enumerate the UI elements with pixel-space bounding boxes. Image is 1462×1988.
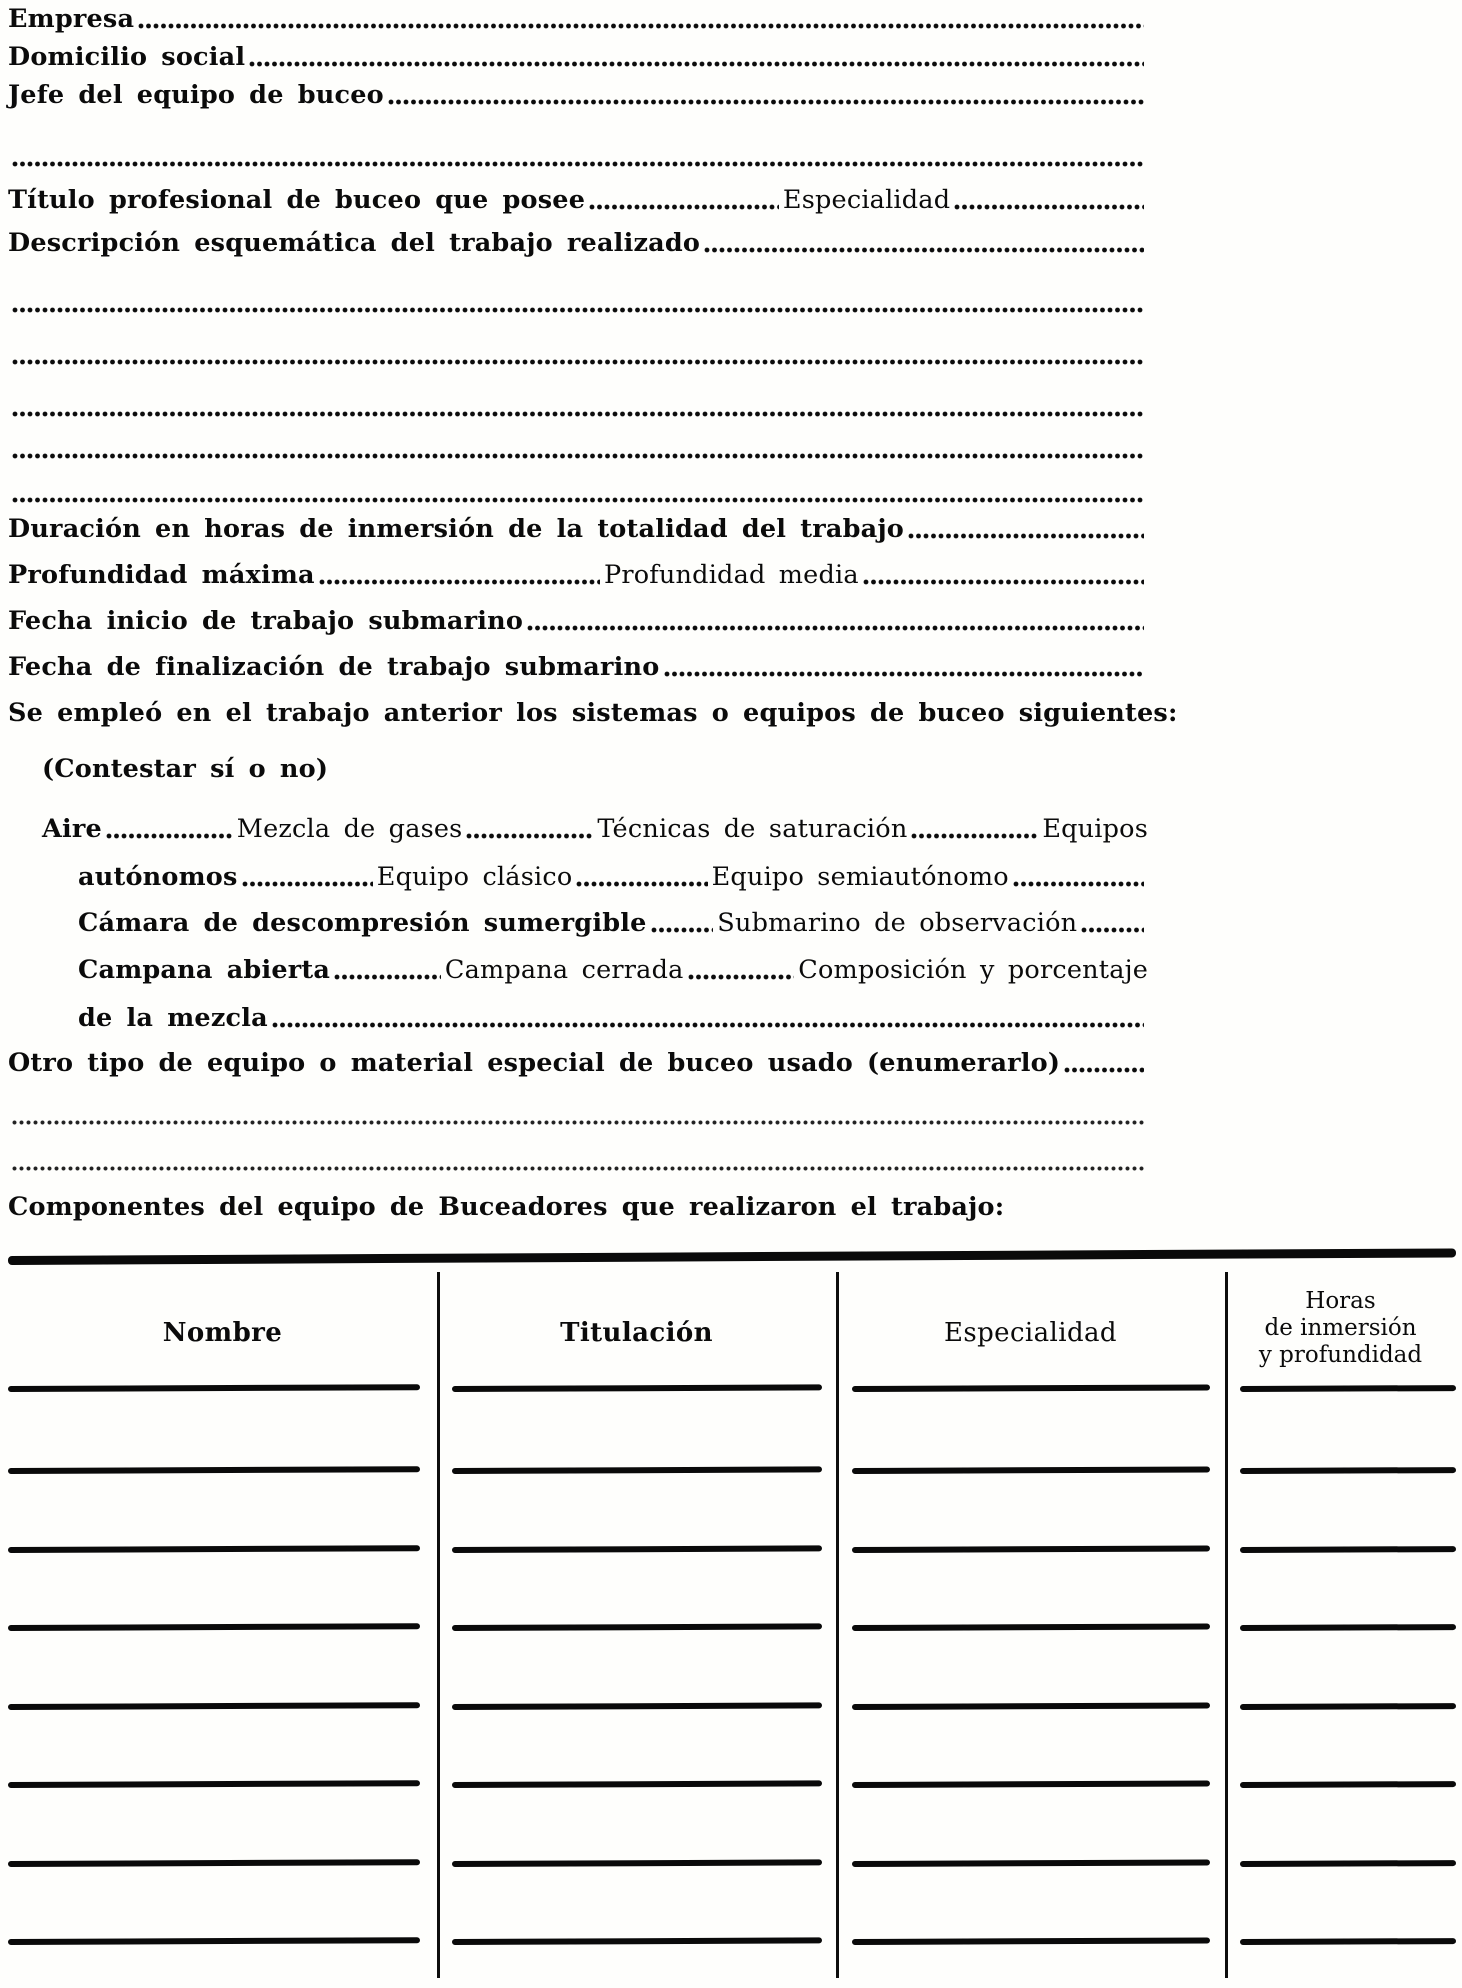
de-la-mezcla-label-0: de la mezcla	[78, 1003, 268, 1033]
table-row-5-col2-line	[452, 1780, 822, 1788]
empresa-dotted-field-1	[134, 2, 1148, 36]
campana-composicion-dotted-field-3	[684, 953, 799, 987]
table-header-horas-line3: y profundidad	[1258, 1342, 1423, 1368]
campana-composicion-dotted-field-1	[330, 953, 445, 987]
otro-tipo-cont-2-dotted-field-0	[8, 1146, 1148, 1180]
form-line-camara-submarino	[78, 906, 1148, 940]
form-line-jefe-equipo-buceo	[8, 78, 1148, 112]
form-line-otro-tipo-cont-2	[8, 1146, 1148, 1180]
form-line-descripcion-trabajo	[8, 226, 1148, 260]
table-row-1-col1-line	[8, 1466, 420, 1474]
titulo-especialidad-dotted-field-3	[950, 183, 1148, 217]
table-header-horas-inmersion-profundidad	[1225, 1288, 1456, 1369]
table-header-underline-col3	[852, 1384, 1210, 1392]
empresa-label-0: Empresa	[8, 4, 135, 34]
domicilio-social-dotted-field-1	[245, 40, 1148, 74]
form-line-campana-composicion	[78, 953, 1148, 987]
table-header-horas-line2: de inmersión	[1264, 1315, 1417, 1341]
descripcion-cont-4-dotted-field-0	[8, 432, 1148, 466]
descripcion-trabajo-label-0: Descripción esquemática del trabajo realizado	[8, 228, 701, 258]
form-line-otro-tipo-equipo	[8, 1046, 1148, 1080]
table-vertical-rule-3	[1225, 1272, 1228, 1978]
form-line-otro-tipo-cont-1	[8, 1100, 1148, 1134]
aire-mezcla-tecnicas-label-0: Aire	[42, 814, 102, 844]
table-row-4-col3-line	[852, 1702, 1210, 1710]
table-row-6-col1-line	[8, 1859, 420, 1867]
table-row-4-col4-line	[1240, 1703, 1456, 1710]
jefe-equipo-buceo-cont-dotted-field-0	[8, 140, 1148, 174]
aire-mezcla-tecnicas-dotted-field-1	[102, 812, 237, 846]
camara-submarino-dotted-field-1	[647, 906, 718, 940]
fecha-finalizacion-label-0: Fecha de finalización de trabajo submarino	[8, 652, 660, 682]
titulo-especialidad-label-2: Especialidad	[782, 185, 951, 215]
aire-mezcla-tecnicas-dotted-field-5	[907, 812, 1042, 846]
descripcion-cont-3-dotted-field-0	[8, 390, 1148, 424]
autonomos-clasico-semiautonomo-label-4: Equipo semiautónomo	[711, 862, 1009, 892]
form-line-contestar-si-o-no	[42, 752, 1148, 786]
table-row-6-col4-line	[1240, 1860, 1456, 1867]
table-row-5-col3-line	[852, 1780, 1210, 1788]
domicilio-social-label-0: Domicilio social	[8, 42, 246, 72]
campana-composicion-label-4: Composición y porcentaje	[798, 955, 1148, 985]
table-vertical-rule-1	[437, 1272, 440, 1978]
table-row-6-col3-line	[852, 1859, 1210, 1867]
form-line-domicilio-social	[8, 40, 1148, 74]
table-row-1-col3-line	[852, 1466, 1210, 1474]
form-line-aire-mezcla-tecnicas	[42, 812, 1148, 846]
table-vertical-rule-2	[836, 1272, 839, 1978]
form-line-descripcion-cont-5	[8, 476, 1148, 510]
componentes-titulo-label-0: Componentes del equipo de Buceadores que realizaron el trabajo:	[8, 1192, 1005, 1222]
autonomos-clasico-semiautonomo-dotted-field-3	[572, 860, 711, 894]
table-row-1-col4-line	[1240, 1467, 1456, 1474]
table-header-underline-col1	[8, 1384, 420, 1392]
table-header-especialidad: Especialidad	[944, 1318, 1117, 1348]
autonomos-clasico-semiautonomo-dotted-field-5	[1009, 860, 1148, 894]
table-row-5-col4-line	[1240, 1781, 1456, 1788]
form-line-profundidad	[8, 558, 1148, 592]
descripcion-cont-5-dotted-field-0	[8, 476, 1148, 510]
titulo-especialidad-dotted-field-1	[585, 183, 783, 217]
autonomos-clasico-semiautonomo-label-0: autónomos	[78, 862, 238, 892]
profundidad-dotted-field-3	[859, 558, 1148, 592]
aire-mezcla-tecnicas-label-4: Técnicas de saturación	[597, 814, 908, 844]
otro-tipo-equipo-dotted-field-1	[1060, 1046, 1148, 1080]
jefe-equipo-buceo-dotted-field-1	[384, 78, 1148, 112]
aire-mezcla-tecnicas-label-2: Mezcla de gases	[236, 814, 463, 844]
form-line-componentes-titulo	[8, 1190, 1148, 1224]
table-row-2-col3-line	[852, 1545, 1210, 1553]
table-header-underline-col2	[452, 1384, 822, 1392]
descripcion-cont-2-dotted-field-0	[8, 338, 1148, 372]
form-line-autonomos-clasico-semiautonomo	[78, 860, 1148, 894]
table-row-7-col2-line	[452, 1937, 822, 1945]
camara-submarino-dotted-field-3	[1077, 906, 1148, 940]
table-header-titulacion: Titulación	[560, 1318, 713, 1348]
descripcion-trabajo-dotted-field-1	[700, 226, 1148, 260]
duracion-horas-inmersion-dotted-field-1	[904, 512, 1148, 546]
table-row-5-col1-line	[8, 1780, 420, 1788]
duracion-horas-inmersion-label-0: Duración en horas de inmersión de la totalidad del trabajo	[8, 514, 904, 544]
aire-mezcla-tecnicas-label-6: Equipos	[1042, 814, 1148, 844]
jefe-equipo-buceo-label-0: Jefe del equipo de buceo	[8, 80, 384, 110]
table-row-6-col2-line	[452, 1859, 822, 1867]
contestar-si-o-no-label-0: (Contestar sí o no)	[42, 754, 329, 784]
table-header-underline-col4	[1240, 1385, 1456, 1392]
otro-tipo-equipo-label-0: Otro tipo de equipo o material especial de buceo usado (enumerarlo)	[8, 1048, 1061, 1078]
aire-mezcla-tecnicas-dotted-field-3	[462, 812, 597, 846]
form-line-se-empleo-sistemas	[8, 696, 1178, 730]
descripcion-cont-1-dotted-field-0	[8, 286, 1148, 320]
table-row-7-col3-line	[852, 1937, 1210, 1945]
table-header-nombre: Nombre	[162, 1318, 283, 1348]
campana-composicion-label-0: Campana abierta	[78, 955, 331, 985]
form-line-empresa	[8, 2, 1148, 36]
table-row-2-col4-line	[1240, 1546, 1456, 1553]
form-line-descripcion-cont-1	[8, 286, 1148, 320]
camara-submarino-label-0: Cámara de descompresión sumergible	[78, 908, 647, 938]
form-line-duracion-horas-inmersion	[8, 512, 1148, 546]
form-line-descripcion-cont-2	[8, 338, 1148, 372]
table-row-3-col1-line	[8, 1623, 420, 1631]
profundidad-label-2: Profundidad media	[603, 560, 859, 590]
titulo-especialidad-label-0: Título profesional de buceo que posee	[8, 185, 586, 215]
campana-composicion-label-2: Campana cerrada	[444, 955, 684, 985]
table-row-4-col1-line	[8, 1702, 420, 1710]
table-row-3-col4-line	[1240, 1624, 1456, 1631]
table-row-4-col2-line	[452, 1702, 822, 1710]
autonomos-clasico-semiautonomo-label-2: Equipo clásico	[376, 862, 573, 892]
form-line-titulo-especialidad	[8, 183, 1148, 217]
form-line-de-la-mezcla	[78, 1001, 1148, 1035]
table-row-3-col2-line	[452, 1623, 822, 1631]
table-row-2-col1-line	[8, 1545, 420, 1553]
fecha-inicio-label-0: Fecha inicio de trabajo submarino	[8, 606, 524, 636]
table-row-1-col2-line	[452, 1466, 822, 1474]
autonomos-clasico-semiautonomo-dotted-field-1	[238, 860, 377, 894]
form-line-jefe-equipo-buceo-cont	[8, 140, 1148, 174]
fecha-finalizacion-dotted-field-1	[660, 650, 1148, 684]
profundidad-dotted-field-1	[315, 558, 604, 592]
form-line-fecha-finalizacion	[8, 650, 1148, 684]
se-empleo-sistemas-label-0: Se empleó en el trabajo anterior los sistemas o equipos de buceo siguientes:	[8, 698, 1178, 728]
form-line-descripcion-cont-3	[8, 390, 1148, 424]
table-top-rule	[8, 1248, 1456, 1265]
profundidad-label-0: Profundidad máxima	[8, 560, 315, 590]
table-row-7-col1-line	[8, 1937, 420, 1945]
fecha-inicio-dotted-field-1	[523, 604, 1148, 638]
de-la-mezcla-dotted-field-1	[268, 1001, 1148, 1035]
table-header-horas-line1: Horas	[1305, 1288, 1376, 1314]
camara-submarino-label-2: Submarino de observación	[717, 908, 1078, 938]
table-row-3-col3-line	[852, 1623, 1210, 1631]
otro-tipo-cont-1-dotted-field-0	[8, 1100, 1148, 1134]
table-row-7-col4-line	[1240, 1938, 1456, 1945]
form-line-descripcion-cont-4	[8, 432, 1148, 466]
table-row-2-col2-line	[452, 1545, 822, 1553]
form-line-fecha-inicio	[8, 604, 1148, 638]
